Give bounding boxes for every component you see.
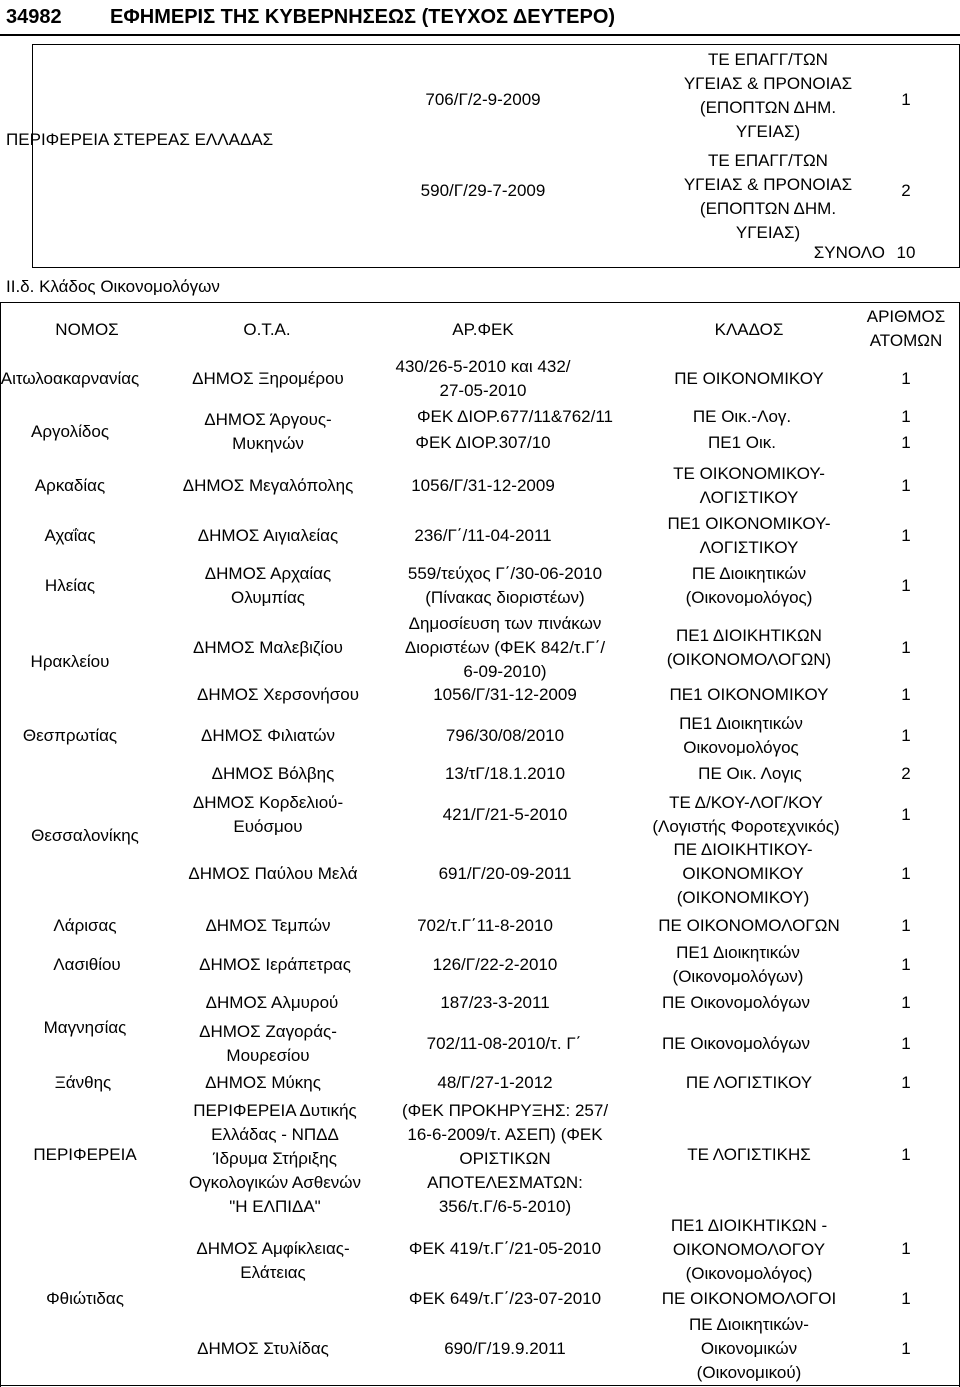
cell-ota: ΔΗΜΟΣ Αλμυρού	[205, 993, 339, 1012]
cell-klados: ΠΕ1 ΟΙΚΟΝΟΜΙΚΟΥ- ΛΟΓΙΣΤΙΚΟΥ	[667, 514, 831, 557]
cell-nomos: Θεσπρωτίας	[22, 726, 118, 745]
col-header-nomos: ΝΟΜΟΣ	[55, 320, 119, 339]
cell-nomos: Ηρακλείου	[30, 652, 110, 671]
top-table-border-left	[32, 44, 33, 268]
cell-ota: ΔΗΜΟΣ Μαλεβιζίου	[193, 638, 343, 657]
cell-ota: ΔΗΜΟΣ Μεγαλόπολης	[182, 476, 354, 495]
cell-count: 1	[901, 476, 911, 495]
cell-ota: ΔΗΜΟΣ Αρχαίας Ολυμπίας	[204, 564, 332, 607]
cell-nomos: Αργολίδος	[30, 422, 110, 441]
cell-ota: ΔΗΜΟΣ Κορδελιού- Ευόσμου	[192, 793, 344, 836]
count-1: 1	[901, 90, 911, 109]
main-table-border-left	[0, 302, 1, 1387]
cell-nomos: Φθιώτιδας	[46, 1289, 124, 1308]
cell-fek: 702/τ.Γ΄11-8-2010	[417, 916, 553, 935]
total-label: ΣΥΝΟΛΟ	[813, 243, 885, 262]
cell-klados: ΠΕ ΔΙΟΙΚΗΤΙΚΟΥ- ΟΙΚΟΝΟΜΙΚΟΥ (ΟΙΚΟΝΟΜΙΚΟΥ)	[673, 840, 813, 907]
cell-nomos: Ξάνθης	[54, 1073, 112, 1092]
cell-klados: ΠΕ Οικονομολόγων	[662, 1034, 810, 1053]
cell-count: 1	[901, 685, 911, 704]
cell-klados: ΠΕ1 Διοικητικών (Οικονομολόγων)	[672, 943, 804, 986]
cell-klados: ΠΕ ΟΙΚΟΝΟΜΟΛΟΓΟΙ	[661, 1289, 837, 1308]
col-header-fek: ΑΡ.ΦΕΚ	[452, 320, 514, 339]
cell-klados: ΤΕ ΟΙΚΟΝΟΜΙΚΟΥ- ΛΟΓΙΣΤΙΚΟΥ	[673, 464, 825, 507]
main-table-border-bottom	[0, 1385, 960, 1386]
cell-ota: ΔΗΜΟΣ Μύκης	[205, 1073, 321, 1092]
cell-count: 1	[901, 1034, 911, 1053]
cell-klados: ΠΕ Διοικητικών- Οικονομικών (Οικονομικού)	[689, 1315, 809, 1382]
cell-count: 1	[901, 864, 911, 883]
cell-count: 1	[901, 369, 911, 388]
cell-count: 1	[901, 1339, 911, 1358]
page-title: ΕΦΗΜΕΡΙΣ ΤΗΣ ΚΥΒΕΡΝΗΣΕΩΣ (ΤΕΥΧΟΣ ΔΕΥΤΕΡΟ)	[110, 6, 616, 28]
region-name: ΠΕΡΙΦΕΡΕΙΑ ΣΤΕΡΕΑΣ ΕΛΛΑΔΑΣ	[6, 130, 274, 149]
cell-fek: 430/26-5-2010 και 432/ 27-05-2010	[395, 357, 571, 400]
cell-ota: ΔΗΜΟΣ Βόλβης	[211, 764, 335, 783]
cell-ota: ΔΗΜΟΣ Φιλιατών	[201, 726, 335, 745]
cell-nomos: Θεσσαλονίκης	[31, 826, 139, 845]
section-title: ΙΙ.δ. Κλάδος Οικονομολόγων	[6, 277, 220, 296]
cell-fek: ΦΕΚ 649/τ.Γ΄/23-07-2010	[408, 1289, 602, 1308]
cell-ota: ΔΗΜΟΣ Παύλου Μελά	[188, 864, 358, 883]
cell-count: 1	[901, 526, 911, 545]
cell-count: 1	[901, 805, 911, 824]
cell-fek: 1056/Γ/31-12-2009	[411, 476, 555, 495]
cell-ota: ΔΗΜΟΣ Αιγιαλείας	[197, 526, 339, 545]
cell-klados: ΠΕ1 Διοικητικών Οικονομολόγος	[679, 714, 803, 757]
cell-klados: ΠΕ Οικ. Λογις	[698, 764, 802, 783]
cell-nomos: Λασιθίου	[53, 955, 121, 974]
cell-nomos: Λάρισας	[53, 916, 117, 935]
count-2: 2	[901, 181, 911, 200]
cell-fek: 13/τΓ/18.1.2010	[444, 764, 566, 783]
cell-fek: (ΦΕΚ ΠΡΟΚΗΡΥΞΗΣ: 257/ 16-6-2009/τ. ΑΣΕΠ) (ΦΕΚ ΟΡΙΣΤΙΚΩΝ ΑΠΟΤΕΛΕΣΜΑΤΩΝ: 356/τ.Γ/6-5-2010)	[401, 1101, 609, 1216]
total-value: 10	[896, 243, 916, 262]
col-header-klados: ΚΛΑΔΟΣ	[714, 320, 784, 339]
col-header-ota: Ο.Τ.Α.	[243, 320, 291, 339]
cell-ota: ΔΗΜΟΣ Χερσονήσου	[197, 685, 359, 704]
cell-fek: 559/τεύχος Γ΄/30-06-2010 (Πίνακας διοριστέων)	[407, 564, 603, 607]
cell-klados: ΠΕ Οικ.-Λογ.	[692, 407, 792, 426]
header-rule	[0, 34, 960, 36]
cell-fek: 702/11-08-2010/τ. Γ΄	[426, 1034, 582, 1053]
cell-ota: ΠΕΡΙΦΕΡΕΙΑ Δυτικής Ελλάδας - ΝΠΔΔ Ίδρυμα Στήριξης Ογκολογικών Ασθενών "Η ΕΛΠΙΔΑ"	[188, 1101, 362, 1216]
cell-klados: ΤΕ Δ/ΚΟΥ-ΛΟΓ/ΚΟΥ (Λογιστής Φοροτεχνικός)	[652, 793, 840, 836]
top-table-border-top	[32, 44, 960, 45]
cell-fek: Δημοσίευση των πινάκων Διοριστέων (ΦΕΚ 842/τ.Γ΄/ 6-09-2010)	[404, 614, 606, 681]
cell-count: 1	[901, 576, 911, 595]
cell-count: 1	[901, 1073, 911, 1092]
cell-fek: 690/Γ/19.9.2011	[444, 1339, 566, 1358]
cell-count: 1	[901, 1239, 911, 1258]
cell-fek: 126/Γ/22-2-2010	[432, 955, 558, 974]
cell-fek: ΦΕΚ ΔΙΟΡ.677/11&762/11	[416, 407, 614, 426]
cell-count: 1	[901, 916, 911, 935]
cell-fek: 187/23-3-2011	[440, 993, 550, 1012]
cell-klados: ΤΕ ΛΟΓΙΣΤΙΚΗΣ	[687, 1145, 811, 1164]
cell-fek: ΦΕΚ ΔΙΟΡ.307/10	[415, 433, 551, 452]
cell-fek: 796/30/08/2010	[445, 726, 565, 745]
cell-klados: ΠΕ ΟΙΚΟΝΟΜΟΛΟΓΩΝ	[658, 916, 840, 935]
cell-nomos: Μαγνησίας	[43, 1018, 127, 1037]
cell-count: 1	[901, 407, 911, 426]
cell-nomos: ΠΕΡΙΦΕΡΕΙΑ	[33, 1145, 137, 1164]
col-header-count: ΑΡΙΘΜΟΣ ΑΤΟΜΩΝ	[866, 307, 946, 350]
cell-ota: ΔΗΜΟΣ Τεμπών	[205, 916, 331, 935]
cell-count: 1	[901, 726, 911, 745]
cell-count: 1	[901, 955, 911, 974]
cell-klados: ΠΕ Διοικητικών (Οικονομολόγος)	[685, 564, 813, 607]
cell-klados: ΠΕ ΛΟΓΙΣΤΙΚΟΥ	[685, 1073, 813, 1092]
cell-count: 1	[901, 638, 911, 657]
cell-fek: 691/Γ/20-09-2011	[438, 864, 572, 883]
top-table-border-bottom	[32, 267, 960, 268]
cell-fek: 421/Γ/21-5-2010	[442, 805, 568, 824]
cell-ota: ΔΗΜΟΣ Άργους- Μυκηνών	[204, 410, 332, 453]
main-table-border-top	[0, 302, 960, 303]
cell-fek: ΦΕΚ 419/τ.Γ΄/21-05-2010	[408, 1239, 602, 1258]
fek-1: 706/Γ/2-9-2009	[425, 90, 541, 109]
fek-2: 590/Γ/29-7-2009	[420, 181, 546, 200]
cell-nomos: Αχαΐας	[44, 526, 96, 545]
cell-nomos: Αρκαδίας	[34, 476, 106, 495]
cell-count: 1	[901, 1145, 911, 1164]
cell-ota: ΔΗΜΟΣ Ξηρομέρου	[192, 369, 344, 388]
cell-count: 2	[901, 764, 911, 783]
cell-fek: 236/Γ΄/11-04-2011	[414, 526, 552, 545]
cell-klados: ΠΕ1 ΔΙΟΙΚΗΤΙΚΩΝ - ΟΙΚΟΝΟΜΟΛΟΓΟΥ (Οικονομολόγος)	[670, 1216, 828, 1283]
cell-count: 1	[901, 433, 911, 452]
cell-nomos: Αιτωλοακαρνανίας	[0, 369, 140, 388]
cell-ota: ΔΗΜΟΣ Ιεράπετρας	[199, 955, 351, 974]
cell-klados: ΠΕ Οικονομολόγων	[662, 993, 810, 1012]
cell-count: 1	[901, 993, 911, 1012]
cell-ota: ΔΗΜΟΣ Ζαγοράς- Μουρεσίου	[199, 1022, 337, 1065]
page-number: 34982	[6, 6, 62, 28]
klados-2: ΤΕ ΕΠΑΓΓ/ΤΩΝ ΥΓΕΙΑΣ & ΠΡΟΝΟΙΑΣ (ΕΠΟΠΤΩΝ ΔΗΜ. ΥΓΕΙΑΣ)	[683, 151, 853, 242]
cell-fek: 1056/Γ/31-12-2009	[433, 685, 577, 704]
cell-ota: ΔΗΜΟΣ Αμφίκλειας- Ελάτειας	[196, 1239, 350, 1282]
cell-fek: 48/Γ/27-1-2012	[437, 1073, 553, 1092]
cell-klados: ΠΕ1 Οικ.	[707, 433, 777, 452]
cell-nomos: Ηλείας	[44, 576, 96, 595]
cell-klados: ΠΕ1 ΔΙΟΙΚΗΤΙΚΩΝ (ΟΙΚΟΝΟΜΟΛΟΓΩΝ)	[666, 626, 832, 669]
cell-klados: ΠΕ1 ΟΙΚΟΝΟΜΙΚΟΥ	[669, 685, 829, 704]
cell-count: 1	[901, 1289, 911, 1308]
klados-1: ΤΕ ΕΠΑΓΓ/ΤΩΝ ΥΓΕΙΑΣ & ΠΡΟΝΟΙΑΣ (ΕΠΟΠΤΩΝ ΔΗΜ. ΥΓΕΙΑΣ)	[683, 50, 853, 141]
cell-ota: ΔΗΜΟΣ Στυλίδας	[197, 1339, 329, 1358]
cell-klados: ΠΕ ΟΙΚΟΝΟΜΙΚΟΥ	[674, 369, 824, 388]
